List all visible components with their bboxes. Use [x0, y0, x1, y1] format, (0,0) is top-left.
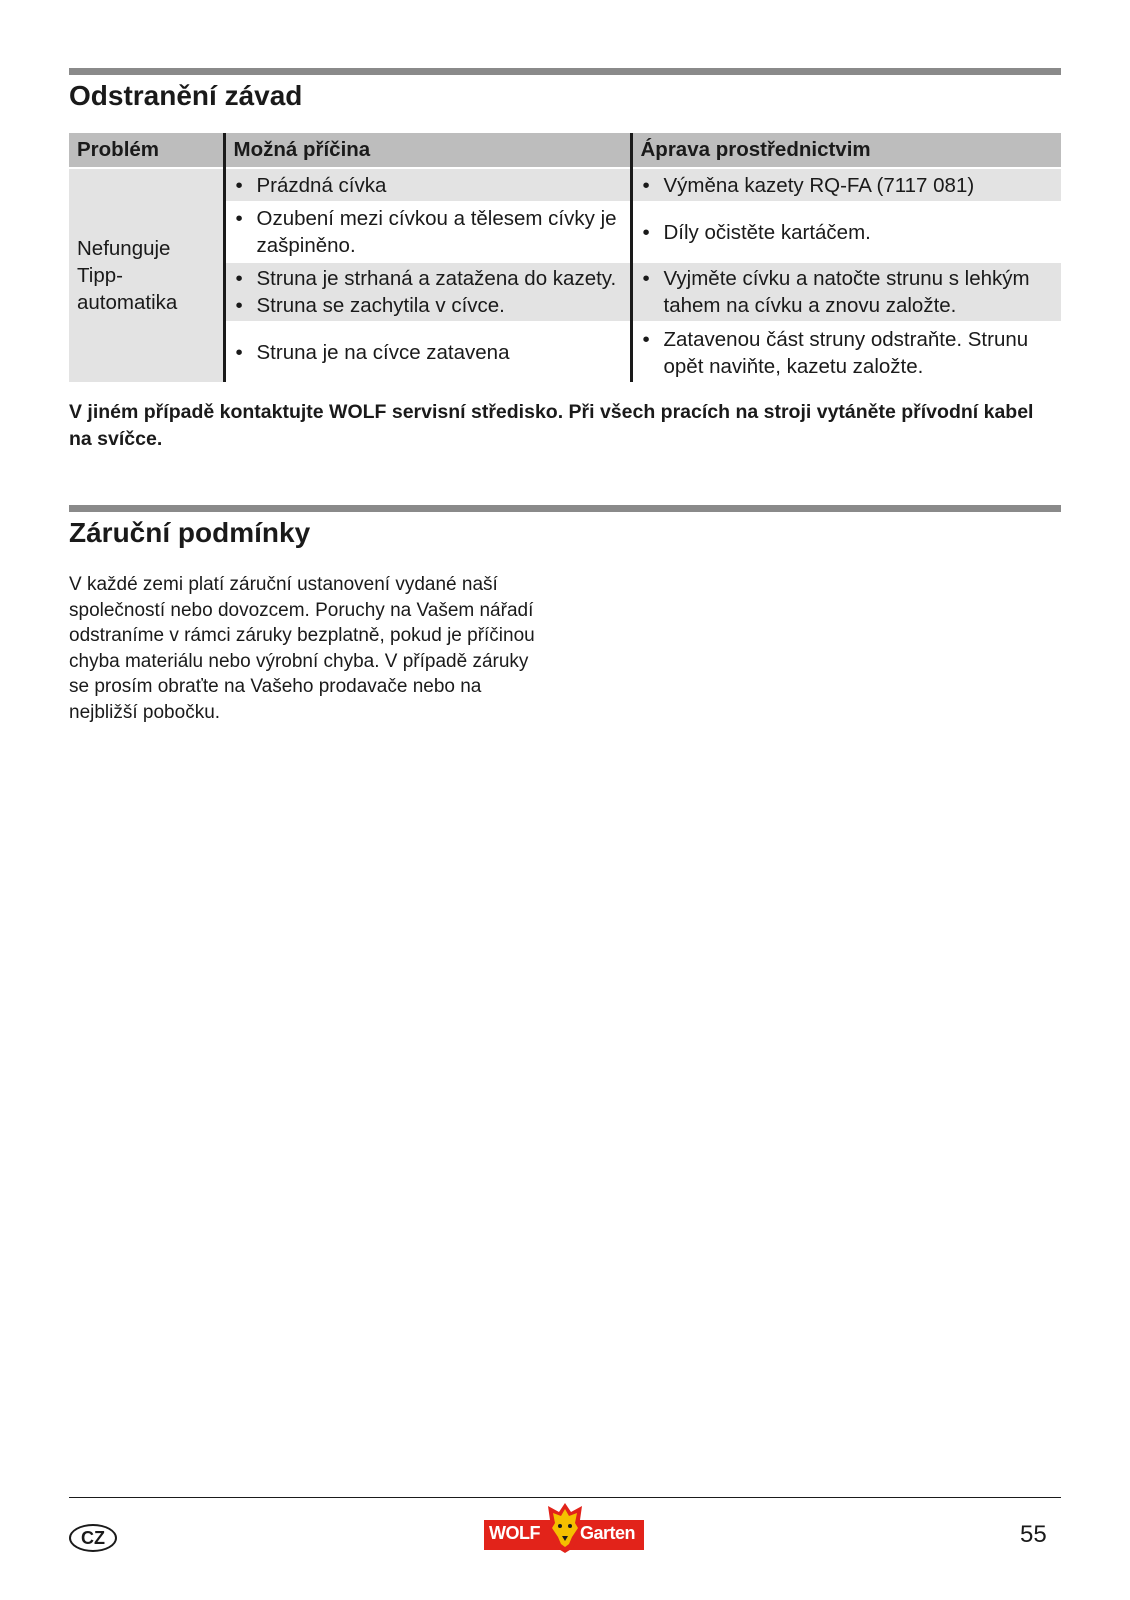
service-notice: V jiném případě kontaktujte WOLF servisní středisko. Při všech pracích na stroji vytáněte přívodní kabel na svíčce.: [69, 401, 1034, 450]
wolf-garten-logo: [484, 1502, 644, 1554]
troubleshooting-table: [69, 133, 1061, 382]
list-item: • Ozubení mezi cívkou a tělesem cívky je zašpiněno.: [234, 205, 622, 259]
remedy-cell: [631, 168, 1061, 202]
header-cause: Možná příčina: [224, 133, 631, 168]
remedy-cell: [631, 322, 1061, 382]
list-item: • Prázdná cívka: [234, 172, 622, 199]
cause-cell: [224, 168, 631, 202]
troubleshooting-title: Odstranění závad: [69, 80, 303, 111]
list-item: • Díly očistěte kartáčem.: [641, 219, 1054, 246]
problem-cell: Nefunguje Tipp-automatika: [69, 168, 224, 382]
header-remedy: Áprava prostřednictvim: [631, 133, 1061, 168]
list-item: • Výměna kazety RQ-FA (7117 081): [641, 172, 1054, 199]
list-item: • Struna je strhaná a zatažena do kazety.: [234, 265, 622, 292]
cause-cell: [224, 262, 631, 322]
section-rule-troubleshooting: [69, 68, 1061, 75]
logo-wolf-text: WOLF: [489, 1523, 540, 1543]
list-item: • Zatavenou část struny odstraňte. Strunu opět naviňte, kazetu založte.: [641, 326, 1054, 380]
header-problem: Problém: [69, 133, 224, 168]
language-badge: CZ: [69, 1524, 117, 1552]
section-rule-warranty: [69, 505, 1061, 512]
page-number: 55: [1020, 1521, 1047, 1548]
warranty-title: Záruční podmínky: [69, 517, 311, 548]
cause-cell: [224, 322, 631, 382]
remedy-cell: [631, 202, 1061, 262]
list-item: • Struna se zachytila v cívce.: [234, 292, 622, 319]
list-item: • Struna je na cívce zatavena: [234, 339, 622, 366]
logo-garten-text: Garten: [580, 1523, 636, 1543]
warranty-text: V každé zemi platí záruční ustanovení vydané naší společností nebo dovozcem. Poruchy na Vašem nářadí odstraníme v rámci záruky bezplatně, pokud je příčinou chyba materiálu nebo výrobní chyba. V případě záruky se prosím obraťte na Vašeho prodavače nebo na nejbližší pobočku.: [69, 574, 535, 723]
cause-cell: [224, 202, 631, 262]
footer-divider: [69, 1497, 1061, 1498]
table-header-row: [69, 133, 1061, 168]
remedy-cell: [631, 262, 1061, 322]
list-item: • Vyjměte cívku a natočte strunu s lehkým tahem na cívku a znovu založte.: [641, 265, 1054, 319]
table-row: [69, 168, 1061, 202]
wolf-head-icon: [545, 1502, 585, 1554]
